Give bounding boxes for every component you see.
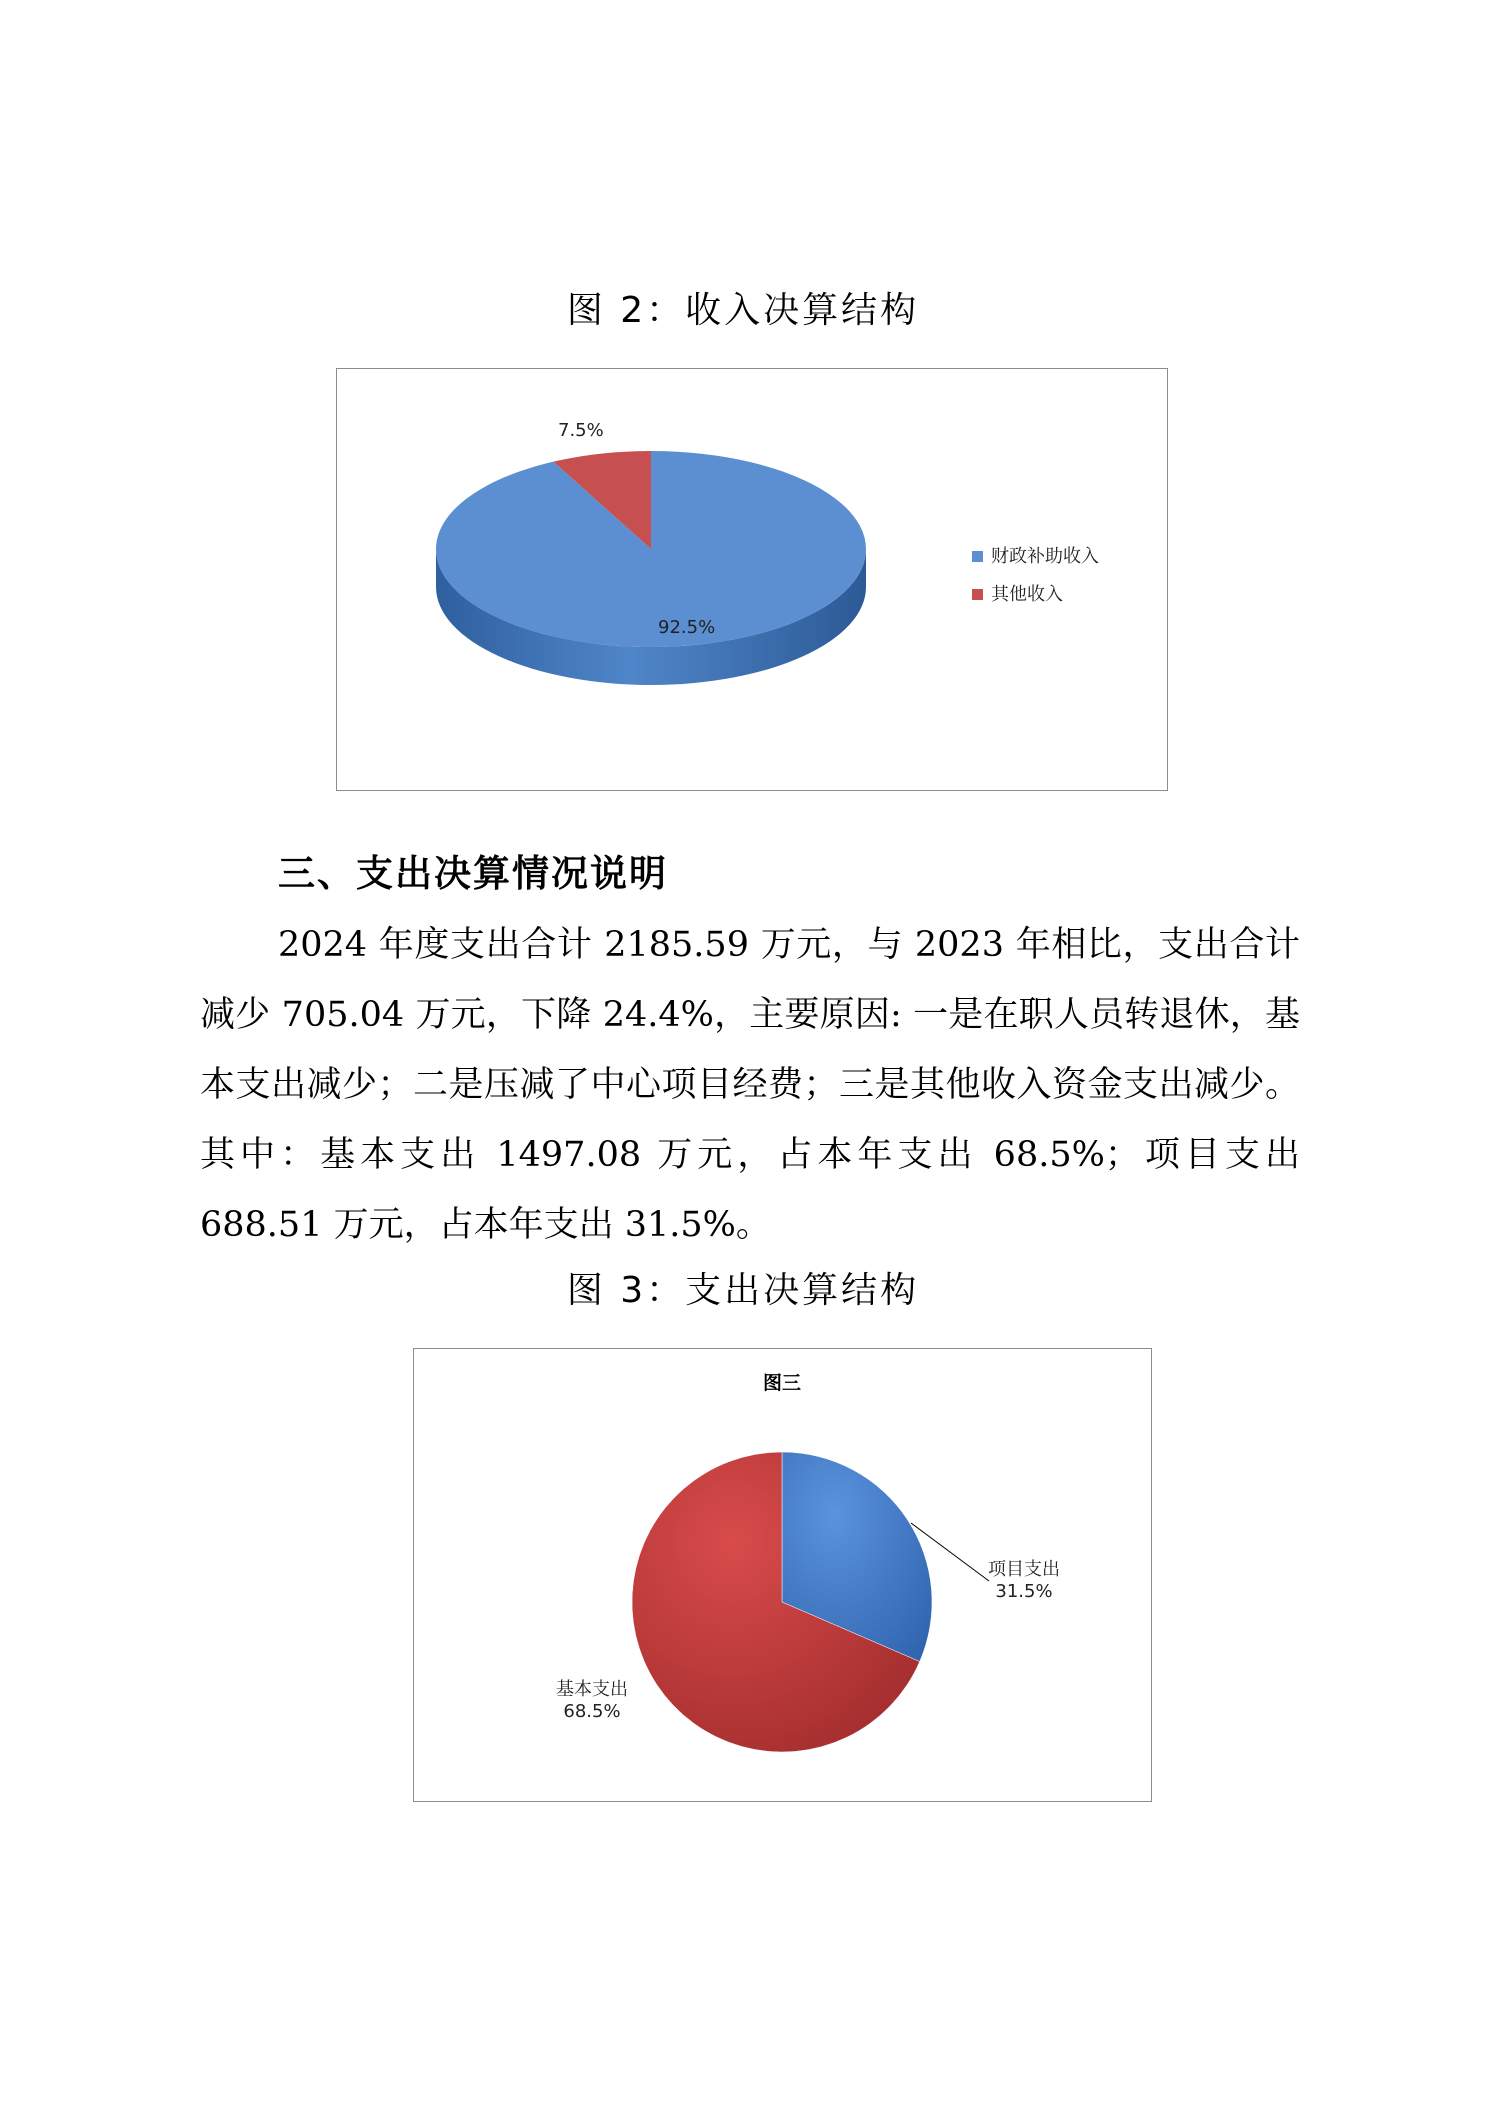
income-structure-chart (336, 368, 1168, 791)
expenditure-paragraph: 2024 年度支出合计 2185.59 万元，与 2023 年相比，支出合计减少 705.04 万元，下降 24.4%，主要原因: 一是在职人员转退休，基本支出减少；二是压减了中心项目经费；三是其他收入资金支出减少。其中：基本支出 1497.08 万元，占本年支出 68.5%；项目支出 688.51 万元，占本年支出 31.5%。 (200, 925, 1300, 1245)
data-label-basic-value: 68.5% (563, 1701, 621, 1722)
legend-swatch-fiscal-subsidy (972, 551, 983, 562)
chart-title: 图三 (762, 1372, 802, 1394)
expenditure-structure-chart (413, 1348, 1152, 1802)
data-label-basic-name: 基本支出 (556, 1679, 628, 1700)
data-label-project-name: 项目支出 (988, 1559, 1060, 1580)
legend-swatch-other-income (972, 589, 983, 600)
expenditure-pie-svg (414, 1349, 1151, 1801)
data-label-other-income: 7.5% (558, 420, 604, 441)
figure-2-caption: 图 2：收入决算结构 (566, 290, 920, 331)
legend (972, 546, 1099, 605)
data-label-project-value: 31.5% (995, 1581, 1053, 1602)
income-pie-svg (337, 369, 1167, 790)
section-heading: 三、支出决算情况说明 (278, 852, 668, 895)
legend-label-fiscal-subsidy: 财政补助收入 (991, 546, 1099, 567)
legend-label-other-income: 其他收入 (991, 584, 1063, 605)
figure-3-caption: 图 3：支出决算结构 (566, 1270, 920, 1311)
data-label-fiscal-subsidy: 92.5% (658, 617, 716, 638)
